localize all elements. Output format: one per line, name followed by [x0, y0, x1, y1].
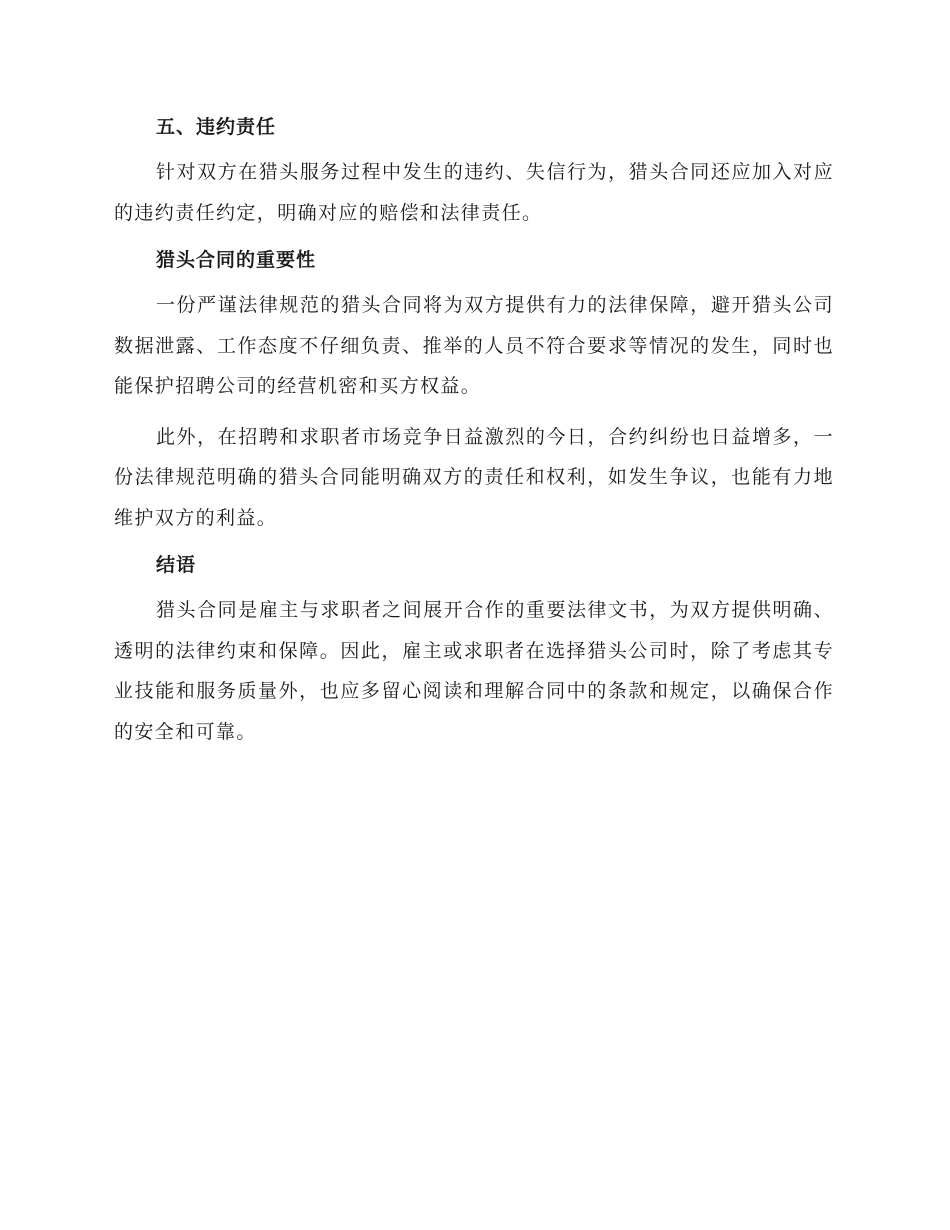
section-heading: 五、违约责任 [156, 116, 277, 138]
section-heading: 结语 [156, 554, 197, 576]
section-heading: 猎头合同的重要性 [156, 249, 317, 271]
document-page [114, 110, 834, 762]
paragraph: 针对双方在猎头服务过程中发生的违约、失信行为，猎头合同还应加入对应的违约责任约定，明确对应的赔偿和法律责任。 [114, 161, 834, 224]
section-conclusion [114, 548, 834, 752]
paragraph: 一份严谨法律规范的猎头合同将为双方提供有力的法律保障，避开猎头公司数据泄露、工作态度不仔细负责、推举的人员不符合要求等情况的发生，同时也能保护招聘公司的经营机密和买方权益。 [114, 294, 834, 397]
section-importance [114, 243, 834, 538]
paragraph: 此外，在招聘和求职者市场竞争日益激烈的今日，合约纠纷也日益增多，一份法律规范明确的猎头合同能明确双方的责任和权利，如发生争议，也能有力地维护双方的利益。 [114, 425, 834, 529]
section-breach-liability [114, 110, 834, 233]
paragraph: 猎头合同是雇主与求职者之间展开合作的重要法律文书，为双方提供明确、透明的法律约束和保障。因此，雇主或求职者在选择猎头公司时，除了考虑其专业技能和服务质量外，也应多留心阅读和理解合同中的条款和规定，以确保合作的安全和可靠。 [114, 599, 834, 743]
